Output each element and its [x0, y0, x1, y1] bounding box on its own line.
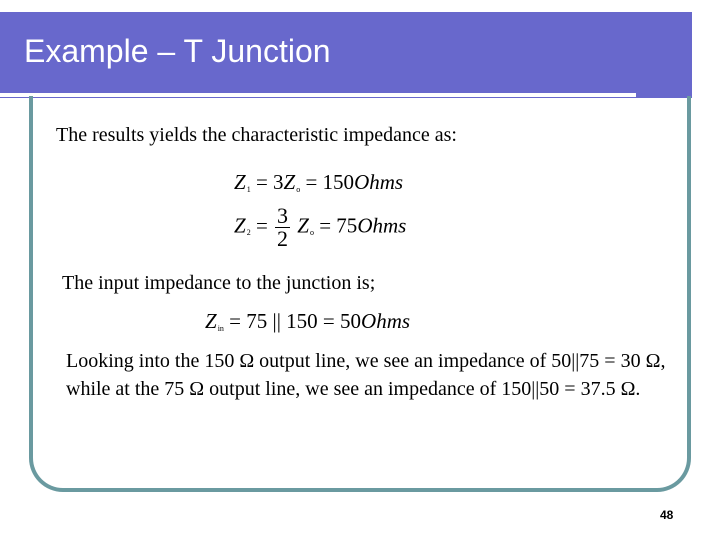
explanation-paragraph: Looking into the 150 Ω output line, we see an impedance of 50||75 = 30 Ω, while at the 75 Ω output line, we see an impedance of 150||50 = 37.5 Ω. [66, 350, 666, 400]
eq1-mid: = 3 [255, 170, 284, 194]
eq3-unit: Ohms [361, 309, 411, 333]
eq3-rhs: = 75 || 150 = 50 [229, 309, 362, 333]
eq3-lhs: Z [205, 309, 217, 333]
intro-text: The results yields the characteristic impedance as: [56, 124, 457, 146]
eq2-rhs: = 75 [319, 213, 358, 238]
eq2-numerator: 3 [277, 203, 289, 228]
eq1-rhs: = 150 [305, 170, 355, 194]
eq1-mid-var: Z [283, 170, 296, 194]
eq2-lhs-sub: 2 [246, 228, 251, 238]
equation-z1 [234, 170, 403, 195]
eq2-fraction [275, 205, 290, 250]
eq1-unit: Ohms [354, 170, 404, 194]
page-number: 48 [660, 508, 674, 522]
equation-zin [205, 309, 410, 334]
eq2-lhs: Z [234, 213, 246, 238]
slide-title: Example – T Junction [24, 33, 331, 69]
eq1-lhs: Z [234, 170, 246, 194]
eq2-var: Z [297, 213, 309, 238]
eq1-lhs-sub: 1 [246, 185, 251, 194]
eq2-denominator: 2 [277, 226, 289, 251]
eq2-var-sub: o [309, 228, 314, 238]
eq1-mid-sub: o [296, 185, 301, 194]
eq3-lhs-sub: in [217, 324, 224, 333]
eq2-unit: Ohms [357, 213, 407, 238]
input-impedance-text: The input impedance to the junction is; [62, 272, 376, 294]
equation-z2: $Z_2$ = $\frac{3}{2}$ $Z_o$ = 75Ohms [234, 203, 407, 251]
